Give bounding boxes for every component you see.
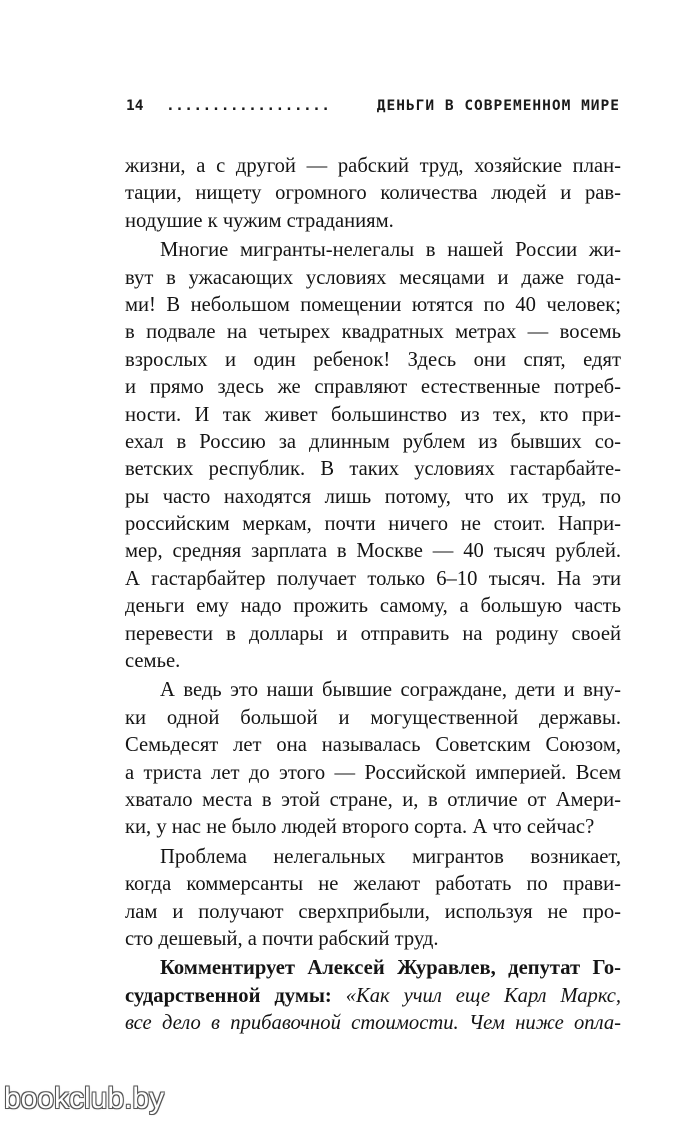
text-line: мер, средняя зарплата в Москве — 40 тысяч рублей.	[125, 540, 621, 563]
text-line: жизни, а с другой — рабский труд, хозяйские план-	[125, 155, 621, 177]
text-line: деньги ему надо прожить самому, а большую часть	[125, 595, 621, 618]
text-line: А ведь это наши бывшие сограждане, дети и вну-	[160, 679, 621, 702]
text-line: лам и получают сверхприбыли, используя не про-	[125, 900, 621, 923]
text-line: семье.	[125, 650, 181, 673]
text-line: А гастарбайтер получает только 6–10 тысяч. На эти	[125, 567, 621, 590]
commentary-line: Комментирует Алексей Журавлев, депутат Го-	[160, 957, 621, 980]
body-text	[125, 153, 621, 1038]
text-line: тации, нищету огромного количества людей и рав-	[125, 182, 621, 205]
text-line: вут в ужасающих условиях месяцами и даже года-	[125, 266, 621, 289]
text-line: ми! В небольшом помещении ютятся по 40 человек;	[125, 293, 621, 316]
text-line: Проблема нелегальных мигрантов возникает,	[160, 845, 621, 868]
text-line: взрослых и один ребенок! Здесь они спят, едят	[125, 348, 621, 371]
commentary-quote: «Как учил еще Карл Маркс,	[345, 984, 621, 1007]
text-line: сто дешевый, а почти рабский труд.	[125, 927, 439, 950]
text-line: ветских республик. В таких условиях гастарбайте-	[125, 458, 621, 481]
commentary-attribution: сударственной думы:	[125, 984, 332, 1007]
commentary-line	[125, 983, 621, 1010]
text-line: в подвале на четырех квадратных метрах — восемь	[125, 321, 621, 344]
text-line: Многие мигранты-нелегалы в нашей России жи-	[160, 239, 621, 262]
text-line: хватало места в этой стране, и, в отличие от Амери-	[125, 788, 621, 811]
text-line: Семьдесят лет она называлась Советским Союзом,	[125, 734, 621, 757]
text-line: ехал в Россию за длинным рублем из бывших со-	[125, 430, 621, 453]
watermark-logo: bookclub.by	[4, 1082, 165, 1115]
dot-leader: ..................	[166, 98, 331, 114]
text-line: когда коммерсанты не желают работать по прави-	[125, 873, 621, 896]
running-title: ДЕНЬГИ В СОВРЕМЕННОМ МИРЕ	[376, 98, 620, 114]
text-line: перевести в доллары и отправить на родину своей	[125, 622, 621, 645]
text-line: нодушие к чужим страданиям.	[125, 209, 394, 232]
text-line: ки одной большой и могущественной державы.	[125, 706, 621, 729]
text-line: а триста лет до этого — Российской империей. Всем	[125, 761, 621, 784]
text-line: ры часто находятся лишь потому, что их труд, по	[125, 485, 621, 508]
page-number: 14	[126, 98, 144, 114]
text-line: ки, у нас не было людей второго сорта. А что сейчас?	[125, 816, 595, 839]
commentary-line: все дело в прибавочной стоимости. Чем ниже опла-	[125, 1012, 621, 1035]
text-line: российским меркам, почти ничего не стоит. Напри-	[125, 513, 621, 536]
text-line: и прямо здесь же справляют естественные потреб-	[125, 376, 621, 399]
text-line: ности. И так живет большинство из тех, кто при-	[125, 403, 621, 426]
running-header	[126, 98, 620, 120]
